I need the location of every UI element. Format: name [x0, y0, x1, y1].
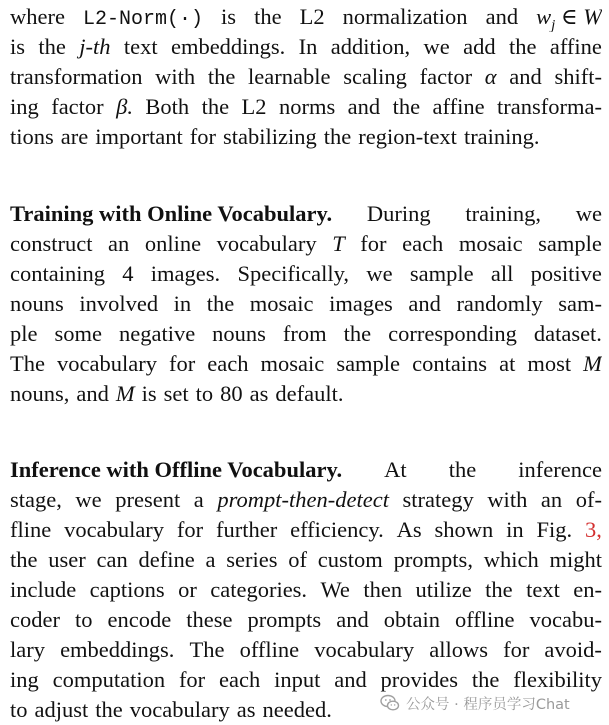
word: text: [526, 577, 560, 602]
word: the: [392, 94, 421, 119]
word: computation: [52, 667, 166, 692]
word: important: [95, 124, 183, 149]
word: vocabulary: [57, 351, 157, 376]
word: allows: [429, 637, 489, 662]
word: transformation: [10, 64, 143, 89]
word: learnable: [248, 64, 331, 89]
text-line: [10, 319, 602, 349]
word: nouns: [212, 321, 266, 346]
word: and: [347, 94, 381, 119]
text-line: [10, 122, 602, 152]
word: The: [189, 637, 225, 662]
word: corresponding: [388, 321, 517, 346]
word: nouns,: [10, 381, 70, 406]
word: sample: [409, 261, 474, 286]
word: we: [575, 201, 602, 226]
watermark: [380, 690, 570, 716]
word: transforma-: [497, 94, 602, 119]
word: affine: [549, 34, 602, 59]
word: captions: [89, 577, 165, 602]
word: efficiency.: [290, 517, 384, 542]
word: categories.: [210, 577, 308, 602]
word: 80: [220, 381, 243, 406]
word: where: [10, 4, 65, 29]
word: and: [509, 64, 542, 89]
word: each: [402, 231, 444, 256]
word: a: [193, 487, 204, 512]
text-line: [10, 229, 602, 259]
word: as: [249, 381, 269, 406]
word: L2: [241, 94, 267, 119]
text-line: [10, 545, 602, 575]
word: further: [216, 517, 278, 542]
word: stage,: [10, 487, 62, 512]
word: series: [226, 547, 278, 572]
word: the: [201, 94, 230, 119]
word: custom: [317, 547, 383, 572]
word: provides: [380, 667, 459, 692]
word: and: [76, 381, 109, 406]
word: set: [163, 381, 189, 406]
word: embeddings.: [170, 34, 286, 59]
word: from: [282, 321, 327, 346]
word: the: [38, 34, 66, 59]
word: needed.: [262, 697, 332, 722]
word: in: [173, 291, 192, 316]
word: for: [189, 124, 216, 149]
text-line: [10, 455, 602, 485]
word: images: [329, 291, 393, 316]
word: scaling: [343, 64, 407, 89]
word: user: [48, 547, 86, 572]
word: we: [75, 487, 102, 512]
word: ing: [10, 94, 39, 119]
text-line: [10, 92, 602, 122]
word: online: [144, 231, 202, 256]
text-line: [10, 485, 602, 515]
word: training.: [463, 124, 540, 149]
word: and: [485, 4, 519, 29]
word: normalization: [342, 4, 468, 29]
word: containing: [10, 261, 105, 286]
word: and: [408, 291, 441, 316]
word: for: [176, 517, 204, 542]
text-line: [10, 515, 602, 545]
word: dataset.: [533, 321, 602, 346]
word: lary: [10, 637, 45, 662]
word: obtain: [383, 607, 440, 632]
word: adjust: [34, 697, 89, 722]
word: L2-Norm(·): [82, 8, 204, 31]
word: these: [186, 607, 233, 632]
word: prompt-then-detect: [217, 487, 389, 512]
word: input: [274, 667, 321, 692]
word: as: [236, 697, 256, 722]
text-line: [10, 62, 602, 92]
figure-ref-link[interactable]: 3,: [585, 517, 602, 542]
word: which: [483, 547, 539, 572]
word: and: [336, 607, 369, 632]
word: at: [499, 351, 516, 376]
text-line: [10, 259, 602, 289]
word: the: [95, 697, 123, 722]
text-line: [10, 199, 602, 229]
word: involved: [79, 291, 159, 316]
wechat-icon: [380, 693, 400, 713]
word: j-th: [79, 34, 111, 59]
text-line: [10, 2, 602, 32]
word: the: [206, 291, 235, 316]
word: T: [332, 231, 345, 256]
word: add: [463, 34, 496, 59]
word: coder: [10, 607, 60, 632]
watermark-text: 公众号 · 程序员学习Chat: [406, 696, 570, 713]
word: text: [123, 34, 158, 59]
word: the: [343, 321, 372, 346]
word: We: [320, 577, 350, 602]
word: can: [96, 547, 128, 572]
word: $w_j$ ∈ W: [536, 4, 602, 32]
word: tions: [10, 124, 54, 149]
word: M: [115, 381, 135, 406]
word: an: [540, 487, 563, 512]
word: Specifically,: [237, 261, 350, 286]
word: stabilizing: [222, 124, 317, 149]
word: L2: [299, 4, 325, 29]
word: a: [205, 547, 216, 572]
word: offline: [239, 637, 300, 662]
word: nouns: [10, 291, 64, 316]
text-line: [10, 289, 602, 319]
word: of: [288, 547, 308, 572]
word: The: [10, 351, 45, 376]
word: of-: [575, 487, 602, 512]
word: to: [74, 607, 93, 632]
word: is: [221, 4, 237, 29]
word: the: [485, 577, 513, 602]
word: with: [155, 64, 196, 89]
word: training,: [465, 201, 541, 226]
word: is: [10, 34, 26, 59]
word: each: [219, 667, 261, 692]
word: mosaic: [260, 351, 325, 376]
word: en-: [573, 577, 602, 602]
word: strategy: [402, 487, 474, 512]
word: an: [108, 231, 130, 256]
word: norms: [278, 94, 336, 119]
text-line: [10, 379, 602, 409]
word: ple: [10, 321, 38, 346]
word: are: [60, 124, 89, 149]
word: In: [298, 34, 318, 59]
word: sample: [538, 231, 602, 256]
word: most: [527, 351, 572, 376]
word: As: [396, 517, 422, 542]
word: vocabulary: [64, 517, 165, 542]
word: offline: [454, 607, 515, 632]
word: randomly: [456, 291, 543, 316]
word: prompts: [247, 607, 322, 632]
word: flexibility: [513, 667, 602, 692]
word: α: [484, 64, 497, 89]
word: construct: [10, 231, 93, 256]
paragraph-heading: Training with Online Vocabulary.: [10, 201, 333, 226]
word: then: [363, 577, 403, 602]
word: shown: [434, 517, 494, 542]
word: affine: [432, 94, 485, 119]
word: Fig.: [536, 517, 573, 542]
word: shift-: [554, 64, 602, 89]
word: define: [138, 547, 195, 572]
word: avoid-: [544, 637, 602, 662]
word: we: [366, 261, 393, 286]
word: the: [323, 124, 352, 149]
paragraph-heading: Inference with Offline Vocabulary.: [10, 457, 343, 482]
word: the: [471, 667, 500, 692]
word: vocabu-: [529, 607, 602, 632]
word: β.: [116, 94, 133, 119]
word: During: [366, 201, 431, 226]
word: some: [54, 321, 102, 346]
word: contains: [412, 351, 488, 376]
word: default.: [275, 381, 344, 406]
word: vocabulary: [216, 231, 317, 256]
text-line: [10, 349, 602, 379]
word: fline: [10, 517, 52, 542]
word: vocabulary: [314, 637, 415, 662]
word: vocabulary: [129, 697, 230, 722]
word: mosaic: [249, 291, 314, 316]
word: present: [115, 487, 181, 512]
word: images.: [150, 261, 221, 286]
word: and: [334, 667, 367, 692]
word: the: [254, 4, 282, 29]
word: mosaic: [458, 231, 523, 256]
word: Both: [145, 94, 190, 119]
word: region-text: [358, 124, 457, 149]
word: ing: [10, 667, 39, 692]
text-line: [10, 575, 602, 605]
text-line: [10, 635, 602, 665]
word: sample: [336, 351, 401, 376]
word: to: [10, 697, 28, 722]
word: is: [141, 381, 157, 406]
word: the: [207, 64, 236, 89]
word: the: [448, 457, 477, 482]
word: for: [360, 231, 387, 256]
word: At: [384, 457, 407, 482]
word: the: [10, 547, 38, 572]
word: to: [195, 381, 214, 406]
text-line: [10, 605, 602, 635]
word: sam-: [558, 291, 602, 316]
text-line: [10, 32, 602, 62]
word: the: [508, 34, 537, 59]
word: or: [178, 577, 197, 602]
word: each: [207, 351, 249, 376]
word: factor: [51, 94, 104, 119]
word: prompts,: [393, 547, 473, 572]
word: for: [178, 667, 206, 692]
word: addition,: [330, 34, 411, 59]
word: 4: [122, 261, 134, 286]
word: in: [506, 517, 524, 542]
word: include: [10, 577, 77, 602]
word: utilize: [415, 577, 472, 602]
word: with: [487, 487, 528, 512]
word: for: [169, 351, 196, 376]
word: encode: [107, 607, 172, 632]
word: embeddings.: [60, 637, 175, 662]
word: all: [490, 261, 514, 286]
word: positive: [530, 261, 602, 286]
word: for: [503, 637, 530, 662]
word: might: [549, 547, 602, 572]
word: inference: [518, 457, 602, 482]
word: M: [583, 351, 602, 376]
word: negative: [118, 321, 196, 346]
word: we: [423, 34, 450, 59]
word: factor: [419, 64, 473, 89]
